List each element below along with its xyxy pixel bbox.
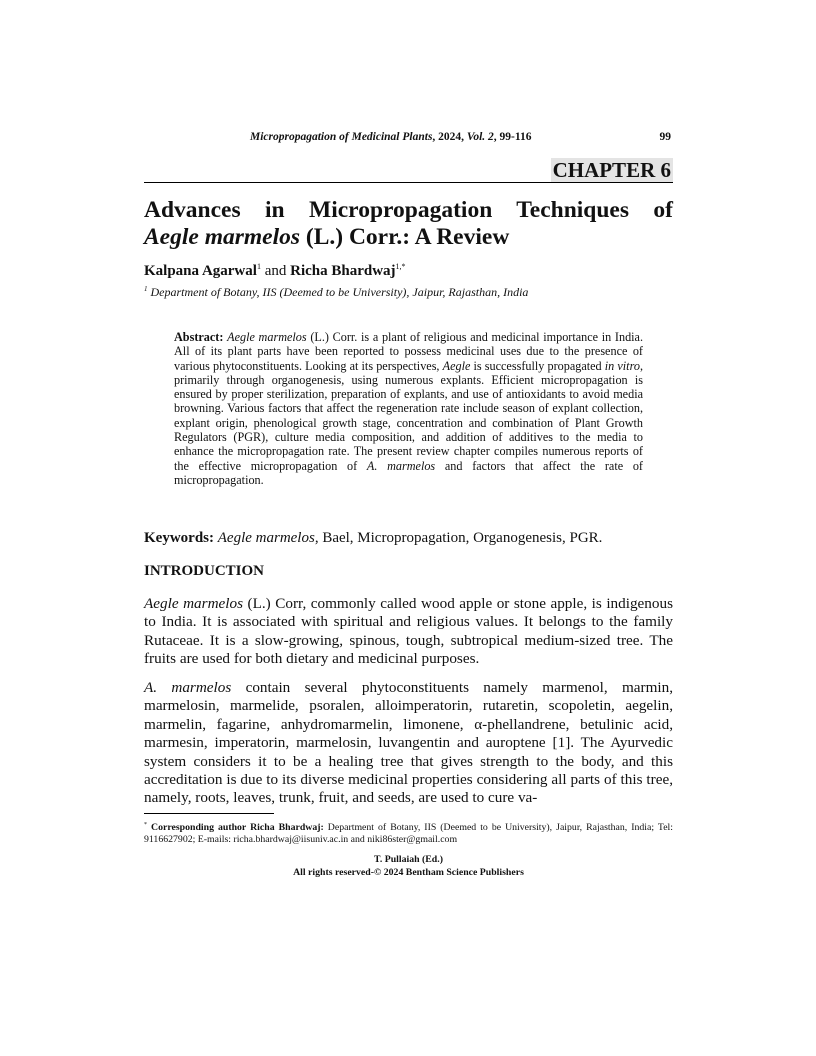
page-number: 99 — [659, 131, 671, 143]
affiliation-text: Department of Botany, IIS (Deemed to be University), Jaipur, Rajasthan, India — [147, 285, 529, 299]
chapter-rule — [144, 182, 673, 183]
abstract-italic-1: Aegle marmelos — [227, 330, 307, 344]
abstract — [174, 330, 643, 487]
footnote — [144, 819, 673, 846]
abstract-italic-3: in vitro — [604, 358, 640, 373]
paragraph-1 — [144, 595, 673, 669]
author-2: Richa Bhardwaj — [290, 263, 396, 279]
section-heading-introduction: INTRODUCTION — [144, 563, 265, 579]
author-list — [144, 262, 406, 280]
abstract-text-4: and factors that affect the rate of micropropagation. — [174, 458, 643, 487]
rights-line: All rights reserved-© 2024 Bentham Science Publishers — [293, 866, 524, 878]
affiliation — [144, 285, 528, 300]
author-2-affil: 1,* — [395, 262, 406, 271]
paper-title — [144, 197, 673, 251]
abstract-italic-2: Aegle — [442, 358, 471, 373]
title-line-1: Advances in Micropropagation Techniques of — [144, 197, 673, 223]
author-and: and — [260, 263, 291, 279]
chapter-label-area — [144, 158, 673, 184]
paragraph-2 — [144, 679, 673, 808]
title-rest: (L.) Corr.: A Review — [300, 224, 510, 250]
affiliation-number: 1 — [144, 285, 148, 293]
chapter-label: CHAPTER 6 — [552, 158, 671, 182]
abstract-label: Abstract: — [174, 330, 224, 344]
title-species: Aegle marmelos — [144, 224, 300, 250]
paragraph-1-text: (L.) Corr, commonly called wood apple or stone apple, is indigenous to India. It is associated with spiritual and religious values. It belongs to the family Rutaceae. It is a slow-growing, spinous, tough, subtropical medium-sized tree. The fruits are used for both dietary and medicinal purposes. — [144, 595, 673, 668]
keywords-rest: , Bael, Micropropagation, Organogenesis, PGR. — [314, 530, 603, 546]
footnote-label: Corresponding author Richa Bhardwaj: — [147, 822, 324, 833]
paragraph-2-italic: A. marmelos — [144, 679, 232, 696]
author-1: Kalpana Agarwal — [144, 263, 257, 279]
journal-citation: Micropropagation of Medicinal Plants, 2024, Vol. 2, 99-116 — [250, 131, 532, 143]
footnote-text: Department of Botany, IIS (Deemed to be University), Jaipur, Rajasthan, India; Tel: 9116627902; E-mails: richa.bhardwaj@iisuniv.ac.in and niki86ster@gmail.com — [144, 822, 673, 845]
paragraph-2-text: contain several phytoconstituents namely marmenol, marmin, marmelosin, marmelide, psoralen, alloimperatorin, rutaretin, scopoletin, aegelin, marmelin, fagarine, anhydromarmelin, limonene, α-phellandrene, betulinic acid, marmesin, imperatorin, marmelosin, luvangentin and auroptene [1]. The Ayurvedic system considers it to be a healing tree that gives strength to the body, and this accreditation is due to its diverse medicinal properties considering all parts of this tree, namely, roots, leaves, trunk, fruit, and seeds, are used to cure va- — [144, 679, 674, 807]
keywords — [144, 530, 673, 547]
abstract-text-3: , primarily through organogenesis, using numerous explants. Efficient micropropagation is ensured by proper sterilization, preparation of explants, and use of antioxidants to avoid media browning. Various factors that affect the regeneration rate include season of explant collection, explant origin, phenological growth stage, concentration and combination of Plant Growth Regulators (PGR), culture media composition, and addition of additives to the media to enhance the micropropagation rate. The present review chapter compiles numerous reports of the effective micropropagation of — [174, 358, 643, 473]
abstract-text-2: is successfully propagated — [470, 358, 605, 373]
abstract-italic-4: A. marmelos — [366, 458, 436, 473]
publisher-block — [144, 854, 673, 879]
running-head — [144, 131, 673, 147]
abstract-text-1: (L.) Corr. is a plant of religious and medicinal importance in India. All of its plant parts have been reported to possess medicinal uses due to the presence of various phytoconstituents. Looking at its perspectives, — [174, 330, 644, 373]
author-1-affil: 1 — [256, 262, 261, 271]
keywords-italic: Aegle marmelos — [217, 530, 315, 546]
keywords-label: Keywords: — [144, 530, 214, 546]
editor-line: T. Pullaiah (Ed.) — [374, 854, 443, 865]
footnote-rule — [144, 813, 274, 814]
paragraph-1-italic: Aegle marmelos — [144, 595, 243, 612]
footnote-mark: * — [144, 822, 147, 828]
